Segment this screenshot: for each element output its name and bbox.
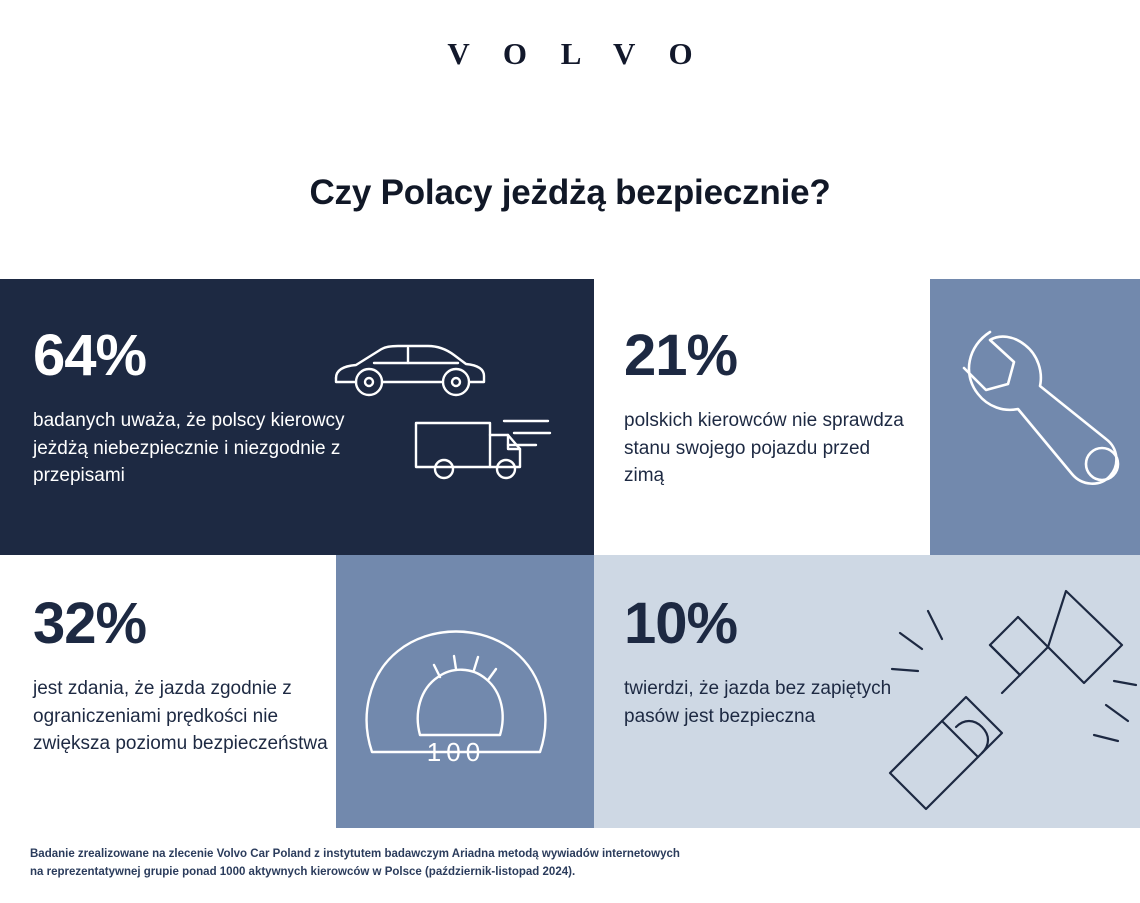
stat-card-64-text bbox=[33, 323, 363, 490]
van-speed-icon bbox=[408, 409, 558, 494]
stat-card-32-percent: 32% bbox=[33, 591, 147, 656]
car-icon bbox=[330, 334, 490, 409]
speedometer-icon bbox=[354, 617, 576, 782]
stat-card-10-text bbox=[624, 591, 904, 730]
stat-card-21 bbox=[594, 279, 930, 555]
page-title: Czy Polacy jeżdżą bezpiecznie? bbox=[309, 173, 831, 213]
stat-card-32-description: jest zdania, że jazda zgodnie z ograniczeniami prędkości nie zwiększa poziomu bezpieczeństwa bbox=[33, 678, 328, 755]
speedometer-value: 100 bbox=[426, 737, 486, 767]
stat-card-32 bbox=[0, 555, 336, 828]
stats-grid bbox=[0, 279, 1140, 828]
footnote-line-2: na reprezentatywnej grupie ponad 1000 aktywnych kierowców w Polsce (październik-listopad 2024). bbox=[30, 865, 576, 878]
stat-card-21-text bbox=[624, 323, 914, 490]
stat-card-21-description: polskich kierowców nie sprawdza stanu swojego pojazdu przed zimą bbox=[624, 410, 904, 487]
wrench-icon bbox=[952, 324, 1140, 539]
stat-card-21-percent: 21% bbox=[624, 323, 738, 388]
stat-card-64-description: badanych uważa, że polscy kierowcy jeżdżą niebezpiecznie i niezgodnie z przepisami bbox=[33, 410, 345, 487]
stat-card-21-icon-panel bbox=[930, 279, 1140, 555]
seatbelt-icon bbox=[870, 585, 1140, 828]
footnote bbox=[30, 846, 830, 882]
footnote-line-1: Badanie zrealizowane na zlecenie Volvo Car Poland z instytutem badawczym Ariadna metodą wywiadów internetowych bbox=[30, 848, 680, 860]
stat-card-64 bbox=[0, 279, 594, 555]
stat-card-64-percent: 64% bbox=[33, 323, 147, 388]
stat-card-10 bbox=[594, 555, 1140, 828]
stat-card-10-description: twierdzi, że jazda bez zapiętych pasów jest bezpieczna bbox=[624, 678, 892, 727]
volvo-wordmark: V O L V O bbox=[447, 36, 706, 71]
stat-card-10-percent: 10% bbox=[624, 591, 738, 656]
stat-card-32-icon-panel bbox=[336, 555, 594, 828]
stat-card-32-text bbox=[33, 591, 333, 758]
